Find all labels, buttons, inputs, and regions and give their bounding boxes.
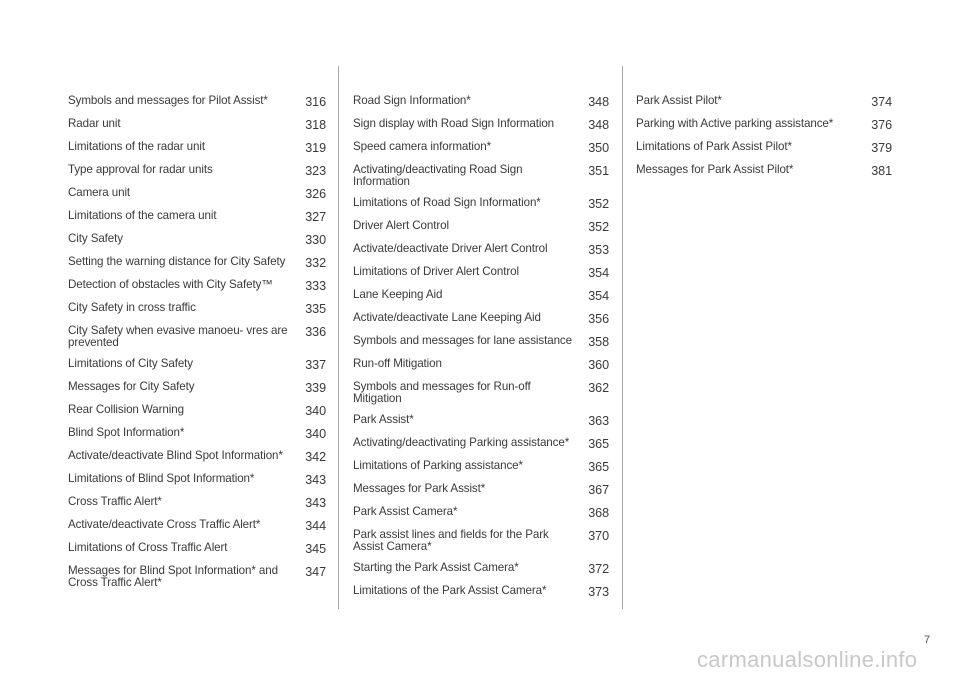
toc-entry-page: 358 [588,335,609,349]
toc-column-1 [68,95,326,598]
toc-entry[interactable] [68,519,326,533]
toc-entry[interactable] [353,460,609,474]
toc-entry-page: 372 [588,562,609,576]
toc-entry-title: Radar unit [68,117,121,130]
toc-entry-title: Rear Collision Warning [68,403,184,416]
toc-entry[interactable] [353,95,609,109]
watermark: carmanualsonline.info [697,647,918,672]
toc-entry[interactable] [68,450,326,464]
toc-entry-page: 344 [305,519,326,533]
toc-entry-page: 327 [305,210,326,224]
toc-entry-page: 343 [305,496,326,510]
toc-entry-title: Messages for Blind Spot Information* and Cross Traffic Alert* [68,564,278,589]
toc-entry-page: 362 [588,381,609,395]
toc-entry[interactable] [353,358,609,372]
toc-entry-title: Starting the Park Assist Camera* [353,561,519,574]
toc-entry-title: Limitations of Park Assist Pilot* [636,140,792,153]
toc-entry-page: 345 [305,542,326,556]
toc-entry[interactable] [353,562,609,576]
toc-entry[interactable] [353,529,609,553]
toc-entry-page: 351 [588,164,609,178]
toc-entry-title: Limitations of the Park Assist Camera* [353,584,547,597]
toc-entry-page: 319 [305,141,326,155]
toc-entry-title: Limitations of Blind Spot Information* [68,472,255,485]
toc-entry-title: Activate/deactivate Cross Traffic Alert* [68,518,261,531]
toc-entry-page: 365 [588,437,609,451]
toc-entry-title: Detection of obstacles with City Safety™ [68,278,273,291]
toc-entry-page: 342 [305,450,326,464]
toc-entry[interactable] [353,141,609,155]
toc-entry[interactable] [68,210,326,224]
toc-entry-page: 340 [305,404,326,418]
toc-entry-page: 326 [305,187,326,201]
toc-entry-page: 368 [588,506,609,520]
toc-entry[interactable] [353,220,609,234]
toc-entry[interactable] [68,187,326,201]
toc-entry-page: 333 [305,279,326,293]
toc-entry-page: 339 [305,381,326,395]
toc-entry-page: 374 [871,95,892,109]
toc-entry[interactable] [68,302,326,316]
toc-entry-page: 365 [588,460,609,474]
column-divider [622,66,623,609]
toc-entry[interactable] [353,483,609,497]
toc-entry-title: Messages for City Safety [68,380,195,393]
toc-entry[interactable] [68,141,326,155]
toc-entry[interactable] [68,381,326,395]
toc-entry-page: 354 [588,289,609,303]
toc-entry-page: 348 [588,95,609,109]
toc-entry-page: 330 [305,233,326,247]
toc-entry-title: Park Assist Camera* [353,505,458,518]
toc-entry-page: 370 [588,529,609,543]
toc-entry-title: Limitations of Road Sign Information* [353,196,541,209]
toc-entry-title: Activate/deactivate Driver Alert Control [353,242,548,255]
toc-entry[interactable] [353,414,609,428]
toc-entry-title: Type approval for radar units [68,163,213,176]
toc-entry[interactable] [68,279,326,293]
toc-entry-page: 348 [588,118,609,132]
toc-column-2 [353,95,609,608]
toc-entry[interactable] [353,506,609,520]
toc-entry-title: Lane Keeping Aid [353,288,443,301]
toc-entry-title: Limitations of the camera unit [68,209,217,222]
page-number: 7 [924,634,931,646]
toc-entry-page: 373 [588,585,609,599]
toc-entry-title: City Safety [68,232,123,245]
toc-entry-page: 350 [588,141,609,155]
toc-entry-page: 340 [305,427,326,441]
toc-column-3 [636,95,892,187]
toc-entry[interactable] [353,164,609,188]
toc-entry-title: Limitations of City Safety [68,357,193,370]
toc-entry-title: Activating/deactivating Parking assistance* [353,436,570,449]
toc-entry-page: 316 [305,95,326,109]
toc-entry-title: Activate/deactivate Lane Keeping Aid [353,311,541,324]
toc-entry[interactable] [68,164,326,178]
toc-entry[interactable] [68,358,326,372]
toc-entry[interactable] [636,95,892,109]
toc-entry[interactable] [68,256,326,270]
toc-entry[interactable] [68,118,326,132]
toc-entry-title: Messages for Park Assist Pilot* [636,163,794,176]
toc-entry-title: Speed camera information* [353,140,491,153]
toc-entry-title: Symbols and messages for Pilot Assist* [68,94,268,107]
toc-entry[interactable] [68,427,326,441]
column-divider [338,66,339,609]
toc-entry-page: 354 [588,266,609,280]
toc-entry-title: City Safety in cross traffic [68,301,196,314]
toc-entry[interactable] [353,243,609,257]
toc-entry-title: Cross Traffic Alert* [68,495,162,508]
toc-entry[interactable] [636,164,892,178]
toc-entry-page: 379 [871,141,892,155]
toc-entry-page: 363 [588,414,609,428]
toc-entry-page: 343 [305,473,326,487]
toc-entry-title: Limitations of the radar unit [68,140,205,153]
toc-entry[interactable] [353,312,609,326]
toc-entry[interactable] [353,381,609,405]
toc-entry[interactable] [353,585,609,599]
toc-entry-title: Driver Alert Control [353,219,449,232]
toc-entry-title: Road Sign Information* [353,94,471,107]
toc-entry-title: Parking with Active parking assistance* [636,117,834,130]
toc-entry-title: Park assist lines and fields for the Park Assist Camera* [353,528,549,553]
toc-entry-page: 318 [305,118,326,132]
toc-entry[interactable] [636,118,892,132]
toc-entry-title: Activating/deactivating Road Sign Information [353,163,523,188]
toc-entry-page: 323 [305,164,326,178]
toc-entry-title: Activate/deactivate Blind Spot Information* [68,449,283,462]
toc-entry-page: 352 [588,220,609,234]
toc-entry-page: 376 [871,118,892,132]
toc-entry-page: 352 [588,197,609,211]
toc-entry-page: 381 [871,164,892,178]
toc-entry[interactable] [636,141,892,155]
toc-entry[interactable] [353,118,609,132]
toc-entry[interactable] [353,197,609,211]
toc-entry-title: Limitations of Driver Alert Control [353,265,519,278]
toc-entry-title: Limitations of Cross Traffic Alert [68,541,228,554]
toc-entry[interactable] [68,496,326,510]
toc-entry-title: Run-off Mitigation [353,357,442,370]
toc-entry[interactable] [68,542,326,556]
toc-entry-title: Limitations of Parking assistance* [353,459,523,472]
toc-entry-page: 353 [588,243,609,257]
toc-entry-page: 332 [305,256,326,270]
toc-entry-page: 367 [588,483,609,497]
toc-entry-title: Messages for Park Assist* [353,482,486,495]
toc-entry-page: 360 [588,358,609,372]
toc-entry[interactable] [68,233,326,247]
toc-entry[interactable] [68,473,326,487]
toc-entry-page: 356 [588,312,609,326]
toc-entry-title: Symbols and messages for Run-off Mitigation [353,380,531,405]
toc-entry[interactable] [68,404,326,418]
toc-entry-title: Symbols and messages for lane assistance [353,334,572,347]
toc-entry-page: 335 [305,302,326,316]
toc-entry-title: Park Assist Pilot* [636,94,722,107]
toc-entry[interactable] [353,266,609,280]
toc-entry[interactable] [353,289,609,303]
toc-entry[interactable] [353,335,609,349]
toc-entry-page: 337 [305,358,326,372]
toc-entry-page: 347 [305,565,326,579]
toc-entry-title: Sign display with Road Sign Information [353,117,555,130]
toc-entry[interactable] [353,437,609,451]
toc-entry[interactable] [68,565,326,589]
toc-entry-page: 336 [305,325,326,339]
toc-entry-title: Camera unit [68,186,131,199]
toc-entry[interactable] [68,95,326,109]
toc-entry-title: Park Assist* [353,413,414,426]
toc-entry-title: Blind Spot Information* [68,426,185,439]
toc-entry-title: City Safety when evasive manoeu- vres are prevented [68,324,288,349]
toc-entry[interactable] [68,325,326,349]
toc-entry-title: Setting the warning distance for City Safety [68,255,286,268]
